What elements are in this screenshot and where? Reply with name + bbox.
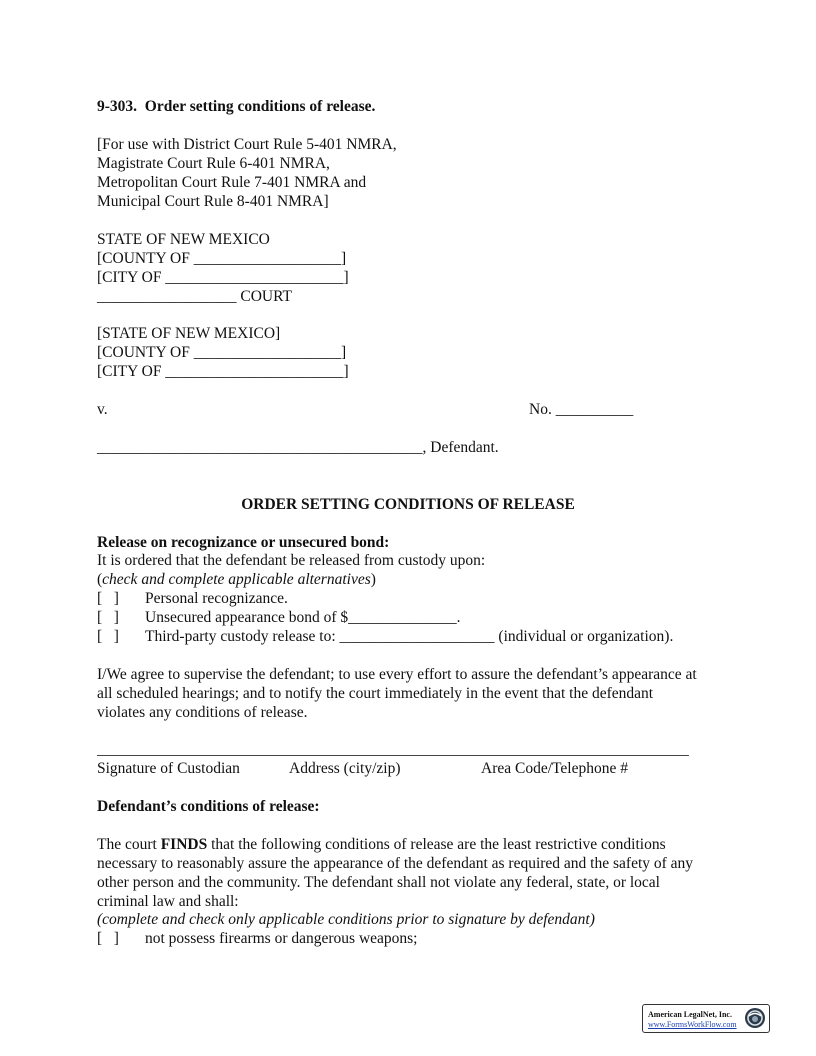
paren-close: ) [370,571,376,588]
finds-bold: FINDS [160,836,208,853]
order-title: ORDER SETTING CONDITIONS OF RELEASE [241,496,575,513]
checkbox-third-party-custody[interactable]: [ ] [97,628,119,645]
custodian-signature-line[interactable] [97,755,689,756]
footer-company: American LegalNet, Inc. [648,1010,732,1019]
case-number-field[interactable]: No. __________ [529,401,634,418]
release-heading: Release on recognizance or unsecured bond: [97,534,390,551]
footer-badge[interactable] [642,1004,770,1033]
checkbox-no-firearms[interactable]: [ ] [97,930,119,947]
option-label: Personal recognizance. [145,590,288,607]
checkbox-personal-recognizance[interactable]: [ ] [97,590,119,607]
conditions-instruction: (complete and check only applicable conditions prior to signature by defendant) [97,911,595,928]
signature-phone-label: Area Code/Telephone # [481,760,628,777]
signature-custodian-label: Signature of Custodian [97,760,240,777]
form-heading: 9-303. Order setting conditions of release. [97,98,376,115]
release-instruction [97,570,376,589]
signature-address-label: Address (city/zip) [289,760,401,777]
use-note-line: Municipal Court Rule 8-401 NMRA] [97,193,329,210]
finds-line [97,835,666,854]
checkbox-unsecured-bond[interactable]: [ ] [97,609,119,626]
globe-logo-icon [744,1007,766,1029]
conditions-line: criminal law and shall: [97,893,239,910]
use-note-line: Magistrate Court Rule 6-401 NMRA, [97,155,330,172]
versus: v. [97,401,108,418]
finds-pre: The court [97,836,161,853]
footer-url-link[interactable]: www.FormsWorkFlow.com [648,1020,737,1029]
use-note-line: Metropolitan Court Rule 7-401 NMRA and [97,174,367,191]
option-label: not possess firearms or dangerous weapons; [145,930,418,947]
conditions-line: other person and the community. The defendant shall not violate any federal, state, or local [97,874,660,891]
option-label: Third-party custody release to: ____________________ (individual or organization). [145,628,674,645]
use-note-line: [For use with District Court Rule 5-401 NMRA, [97,136,397,153]
agreement-line: all scheduled hearings; and to notify the court immediately in the event that the defendant [97,685,654,702]
caption-city-field[interactable]: [CITY OF _______________________] [97,269,349,286]
release-intro: It is ordered that the defendant be released from custody upon: [97,552,486,569]
conditions-line: necessary to reasonably assure the appearance of the defendant as required and the safety of any [97,855,694,872]
party-city-field[interactable]: [CITY OF _______________________] [97,363,349,380]
caption-court-field[interactable]: __________________ COURT [97,288,292,305]
defendant-name-field[interactable]: __________________________________________, Defendant. [97,439,499,456]
party-state: [STATE OF NEW MEXICO] [97,325,281,342]
agreement-line: violates any conditions of release. [97,704,308,721]
finds-post: that the following conditions of release are the least restrictive conditions [207,836,666,853]
release-instruction-text: check and complete applicable alternatives [102,571,371,588]
caption-county-field[interactable]: [COUNTY OF ___________________] [97,250,347,267]
paren-open: ( [97,571,103,588]
defendant-conditions-heading: Defendant’s conditions of release: [97,798,320,815]
agreement-line: I/We agree to supervise the defendant; to use every effort to assure the defendant’s appearance at [97,666,697,683]
option-label: Unsecured appearance bond of $______________. [145,609,461,626]
party-county-field[interactable]: [COUNTY OF ___________________] [97,344,347,361]
caption-state: STATE OF NEW MEXICO [97,231,270,248]
